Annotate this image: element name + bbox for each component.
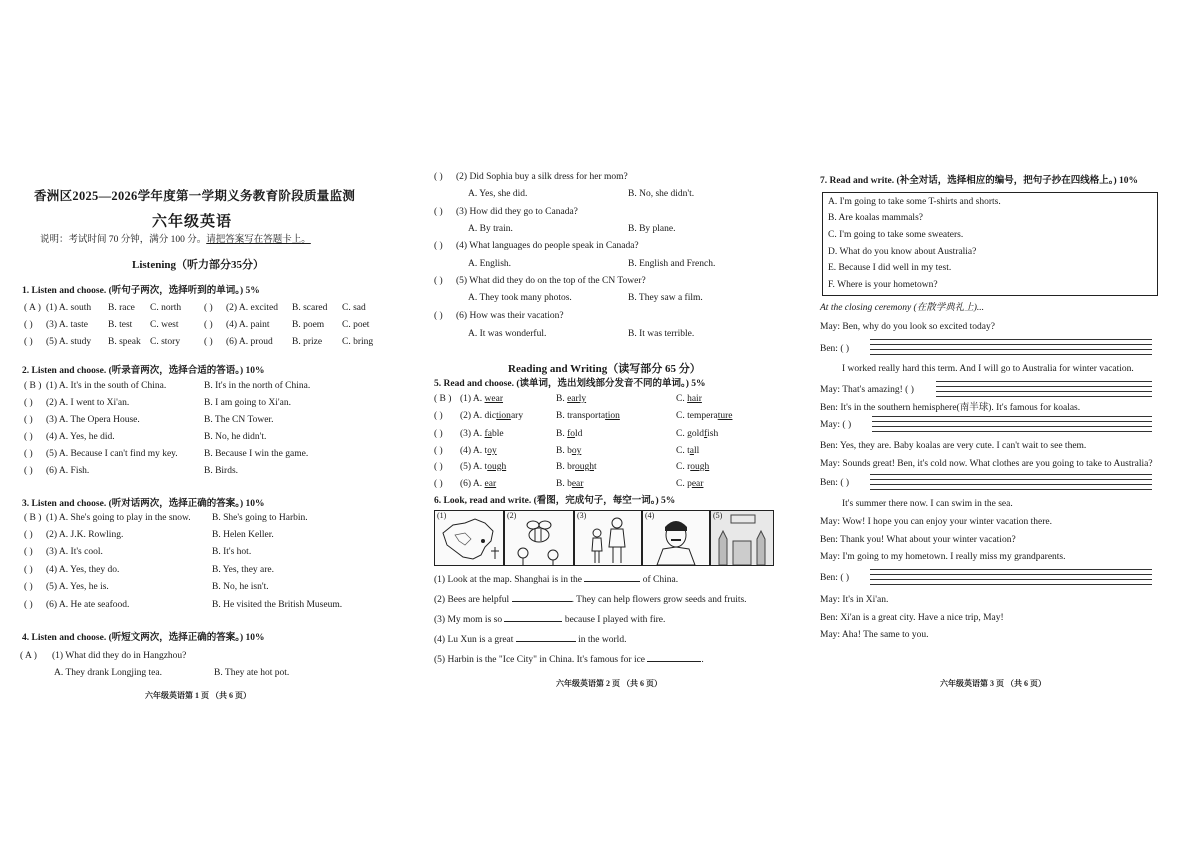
sentence-text: (2) Bees are helpful	[434, 595, 512, 605]
dialogue-line: I worked really hard this term. And I will go to Australia for winter vacation.	[842, 364, 1134, 374]
q2-answer: ( )	[24, 398, 33, 408]
word-segment: t	[594, 462, 597, 472]
dialogue-answer-slot: Ben: ( )	[820, 573, 850, 583]
word-segment: ( )	[434, 462, 443, 472]
dialogue-answer-slot: Ben: ( )	[820, 478, 850, 488]
q3-option-a: (1) A. She's going to play in the snow.	[46, 513, 191, 523]
q4-option-b: B. They ate hot pot.	[214, 668, 290, 678]
writing-line[interactable]	[870, 474, 1152, 475]
q4-answer: ( A )	[20, 651, 37, 661]
word-segment: C. t	[676, 446, 690, 456]
underlined-segment: tion	[496, 411, 511, 421]
q4-answer: ( )	[434, 276, 443, 286]
q4-option-a: A. By train.	[468, 224, 513, 234]
picture-number: (5)	[713, 511, 723, 520]
q4-option-a: A. It was wonderful.	[468, 329, 547, 339]
scene-caption: At the closing ceremony (在散学典礼上)...	[820, 303, 985, 313]
q1-option-b: B. prize	[292, 337, 323, 347]
underlined-segment: ough	[690, 462, 710, 472]
q4-answer: ( )	[434, 241, 443, 251]
q4-option-a: A. Yes, she did.	[468, 189, 528, 199]
q5-option-c	[676, 410, 732, 422]
q5-option-b	[556, 428, 582, 440]
writing-line	[870, 479, 1152, 480]
q6-sentence	[434, 632, 626, 646]
q3-option-a: (3) A. It's cool.	[46, 547, 103, 557]
word-segment: ( )	[434, 446, 443, 456]
exam-header-title: 香洲区2025—2026学年度第一学期义务教育阶段质量监测	[34, 189, 356, 203]
q4-option-a: A. English.	[468, 259, 512, 269]
q1-option-b: B. test	[108, 320, 133, 330]
underlined-segment: oy	[487, 446, 497, 456]
q5-option-a	[460, 445, 497, 457]
q1-option-b: B. race	[108, 303, 135, 313]
q7-option: A. I'm going to take some T-shirts and shorts.	[828, 197, 1001, 207]
writing-line	[870, 489, 1152, 490]
picture-number: (4)	[645, 511, 655, 520]
portrait-image	[642, 510, 710, 566]
q1-option-b: B. poem	[292, 320, 325, 330]
writing-line	[870, 579, 1152, 580]
q3-option-a: (2) A. J.K. Rowling.	[46, 530, 124, 540]
q4-question: (2) Did Sophia buy a silk dress for her mom?	[456, 172, 628, 182]
q6-sentence	[434, 592, 747, 606]
page-footer: 六年级英语第 2 页 （共 6 页）	[556, 679, 662, 688]
picture-number: (1)	[437, 511, 447, 520]
reading-writing-heading: Reading and Writing（读写部分 65 分）	[508, 363, 701, 375]
dialogue-line: May: It's in Xi'an.	[820, 595, 889, 605]
q3-option-b: B. No, he isn't.	[212, 582, 269, 592]
writing-line	[870, 349, 1152, 350]
word-segment: ish	[707, 429, 719, 439]
writing-line	[872, 431, 1152, 432]
underlined-segment: ear	[484, 479, 497, 489]
dialogue-line: May: Sounds great! Ben, it's cold now. What clothes are you going to take to Australia?	[820, 459, 1153, 469]
word-segment: B.	[556, 429, 568, 439]
q2-option-b: B. The CN Tower.	[204, 415, 274, 425]
writing-line	[870, 354, 1152, 355]
underlined-segment: tion	[605, 411, 620, 421]
answer-blank[interactable]	[516, 632, 576, 642]
word-segment: dic	[484, 411, 497, 421]
q1-answer: ( A )	[24, 303, 41, 313]
q3-answer: ( )	[24, 565, 33, 575]
q2-answer: ( )	[24, 466, 33, 476]
writing-line[interactable]	[872, 416, 1152, 417]
q5-answer	[434, 445, 443, 457]
dialogue-line: Ben: Thank you! What about your winter vacation?	[820, 535, 1016, 545]
word-segment: t	[484, 462, 488, 472]
q3-option-b: B. She's going to Harbin.	[212, 513, 308, 523]
q4-heading: 4. Listen and choose. (听短文两次，选择正确的答案。) 10%	[22, 633, 265, 643]
q5-option-a	[460, 410, 523, 422]
dialogue-line: May: Ben, why do you look so excited today?	[820, 322, 995, 332]
q3-option-b: B. He visited the British Museum.	[212, 600, 343, 610]
word-segment: C. gold	[676, 429, 704, 439]
q6-heading: 6. Look, read and write. (看图，完成句子，每空一词。) 5%	[434, 496, 676, 506]
subject-title: 六年级英语	[152, 214, 233, 230]
sentence-text: (5) Harbin is the "Ice City" in China. It's famous for ice	[434, 655, 648, 665]
q2-heading: 2. Listen and choose. (听录音两次，选择合适的答语。) 10%	[22, 366, 265, 376]
word-segment: (6) A.	[460, 479, 485, 489]
q4-option-b: B. By plane.	[628, 224, 676, 234]
q5-answer	[434, 410, 443, 422]
q1-option-b: B. speak	[108, 337, 141, 347]
q2-option-b: B. I am going to Xi'an.	[204, 398, 291, 408]
q5-answer	[434, 428, 443, 440]
q5-option-c	[676, 445, 699, 457]
mother-child-image	[574, 510, 642, 566]
sentence-text: (3) My mom is so	[434, 615, 505, 625]
q5-option-b	[556, 445, 581, 457]
q1-option-b: B. scared	[292, 303, 328, 313]
writing-line	[872, 421, 1152, 422]
q5-answer	[434, 478, 443, 490]
q5-option-a	[460, 393, 503, 405]
q1-option-a: (6) A. proud	[226, 337, 273, 347]
q5-option-a	[460, 478, 496, 490]
q4-question: (6) How was their vacation?	[456, 311, 564, 321]
q1-option-a: (1) A. south	[46, 303, 92, 313]
word-segment: (2) A.	[460, 411, 485, 421]
q1-option-c: C. west	[150, 320, 179, 330]
q3-answer: ( )	[24, 547, 33, 557]
dialogue-line: It's summer there now. I can swim in the sea.	[842, 499, 1013, 509]
underlined-segment: hair	[687, 394, 702, 404]
word-segment: B. b	[556, 446, 572, 456]
q1-answer: ( )	[204, 337, 213, 347]
word-segment: B.	[556, 394, 568, 404]
q1-option-c: C. sad	[342, 303, 366, 313]
dialogue-line: Ben: Xi'an is a great city. Have a nice trip, May!	[820, 613, 1004, 623]
underlined-segment: ear	[571, 479, 584, 489]
q3-answer: ( )	[24, 582, 33, 592]
picture-number: (3)	[577, 511, 587, 520]
word-segment: C. r	[676, 462, 691, 472]
q2-option-b: B. Birds.	[204, 466, 239, 476]
q1-option-a: (3) A. taste	[46, 320, 88, 330]
q7-option: F. Where is your hometown?	[828, 280, 938, 290]
writing-line	[870, 584, 1152, 585]
answer-blank[interactable]	[647, 652, 701, 662]
q1-option-c: C. bring	[342, 337, 374, 347]
q4-answer: ( )	[434, 207, 443, 217]
word-segment: (5) A.	[460, 462, 485, 472]
q4-question: (1) What did they do in Hangzhou?	[52, 651, 187, 661]
q1-option-a: (4) A. paint	[226, 320, 270, 330]
page-footer: 六年级英语第 3 页 （共 6 页）	[940, 679, 1046, 688]
instructions-text: 说明：考试时间 70 分钟，满分 100 分。	[40, 235, 207, 245]
underlined-segment: ear	[691, 479, 704, 489]
word-segment: ( )	[434, 479, 443, 489]
q4-question: (3) How did they go to Canada?	[456, 207, 578, 217]
writing-line	[870, 344, 1152, 345]
writing-line	[936, 386, 1152, 387]
q5-option-b	[556, 410, 620, 422]
q5-answer	[434, 393, 451, 405]
answer-blank[interactable]	[512, 592, 572, 602]
q5-option-c	[676, 478, 703, 490]
word-segment: ( )	[434, 411, 443, 421]
answer-blank[interactable]	[584, 572, 640, 582]
q2-option-b: B. No, he didn't.	[204, 432, 267, 442]
word-segment: C.	[676, 394, 688, 404]
q3-option-b: B. Yes, they are.	[212, 565, 275, 575]
q2-answer: ( B )	[24, 381, 42, 391]
sentence-text: . They can help flowers grow seeds and fruits.	[571, 595, 747, 605]
q2-option-a: (5) A. Because I can't find my key.	[46, 449, 178, 459]
dialogue-answer-slot: May: ( )	[820, 420, 852, 430]
q1-answer: ( )	[204, 320, 213, 330]
q2-answer: ( )	[24, 432, 33, 442]
underlined-segment: early	[567, 394, 587, 404]
writing-line	[936, 396, 1152, 397]
writing-line[interactable]	[870, 569, 1152, 570]
word-segment: ary	[510, 411, 524, 421]
q2-option-a: (3) A. The Opera House.	[46, 415, 140, 425]
q2-option-a: (6) A. Fish.	[46, 466, 90, 476]
q3-answer: ( )	[24, 600, 33, 610]
writing-line[interactable]	[870, 339, 1152, 340]
word-segment: B. br	[556, 462, 575, 472]
q4-question: (5) What did they do on the top of the CN Tower?	[456, 276, 646, 286]
underlined-segment: ough	[575, 462, 594, 472]
china-map-image	[434, 510, 504, 566]
underlined-segment: oy	[571, 446, 582, 456]
q2-option-b: B. Because I win the game.	[204, 449, 309, 459]
word-segment: (1) A.	[460, 394, 485, 404]
q1-option-c: C. story	[150, 337, 181, 347]
q4-option-a: A. They took many photos.	[468, 293, 572, 303]
listening-heading: Listening（听力部分35分）	[132, 259, 265, 271]
underlined-segment: fa	[484, 429, 492, 439]
instructions	[40, 234, 311, 246]
underlined-segment: a	[689, 446, 694, 456]
q7-option: B. Are koalas mammals?	[828, 213, 923, 223]
q6-sentence	[434, 652, 704, 666]
dialogue-line: May: Wow! I hope you can enjoy your winter vacation there.	[820, 517, 1053, 527]
sentence-text: in the world.	[575, 635, 627, 645]
q5-option-b	[556, 461, 597, 473]
underlined-segment: wear	[484, 394, 504, 404]
word-segment: (4) A.	[460, 446, 485, 456]
writing-line[interactable]	[936, 381, 1152, 382]
q6-sentence	[434, 572, 678, 586]
q5-heading: 5. Read and choose. (读单词，选出划线部分发音不同的单词。) 5%	[434, 379, 706, 389]
q1-option-c: C. poet	[342, 320, 370, 330]
word-segment: (3) A.	[460, 429, 485, 439]
writing-line	[870, 574, 1152, 575]
q5-option-a	[460, 428, 504, 440]
underlined-segment: ough	[487, 462, 507, 472]
q2-option-a: (1) A. It's in the south of China.	[46, 381, 167, 391]
q4-option-b: B. No, she didn't.	[628, 189, 695, 199]
q2-option-b: B. It's in the north of China.	[204, 381, 311, 391]
sentence-text: .	[701, 655, 704, 665]
q5-option-a	[460, 461, 506, 473]
word-segment: B. transporta	[556, 411, 606, 421]
q3-heading: 3. Listen and choose. (听对话两次，选择正确的答案。) 10%	[22, 499, 265, 509]
dialogue-line: Ben: It's in the southern hemisphere(南半球). It's famous for koalas.	[820, 403, 1081, 413]
dialogue-line: May: I'm going to my hometown. I really miss my grandparents.	[820, 552, 1066, 562]
q2-option-a: (2) A. I went to Xi'an.	[46, 398, 130, 408]
q2-option-a: (4) A. Yes, he did.	[46, 432, 115, 442]
q4-option-b: B. They saw a film.	[628, 293, 703, 303]
underlined-segment: fo	[567, 429, 576, 439]
writing-line	[870, 484, 1152, 485]
q4-option-b: B. English and French.	[628, 259, 716, 269]
word-segment: t	[484, 446, 488, 456]
writing-line	[936, 391, 1152, 392]
q1-option-c: C. north	[150, 303, 182, 313]
q1-heading: 1. Listen and choose. (听句子两次，选择听到的单词。) 5%	[22, 286, 260, 296]
instructions-underlined: 请把答案写在答题卡上。	[206, 235, 311, 245]
word-segment: ll	[693, 446, 700, 456]
dialogue-answer-slot: May: That's amazing! ( )	[820, 385, 914, 395]
q5-option-b	[556, 393, 586, 405]
word-segment: ble	[491, 429, 504, 439]
q3-option-b: B. It's hot.	[212, 547, 252, 557]
q7-option: C. I'm going to take some sweaters.	[828, 230, 964, 240]
word-segment: C. tempera	[676, 411, 718, 421]
q4-option-a: A. They drank Longjing tea.	[54, 668, 162, 678]
picture-number: (2)	[507, 511, 517, 520]
q3-option-a: (4) A. Yes, they do.	[46, 565, 120, 575]
dialogue-line: May: Aha! The same to you.	[820, 630, 929, 640]
q1-option-a: (5) A. study	[46, 337, 92, 347]
q4-question: (4) What languages do people speak in Canada?	[456, 241, 639, 251]
q7-option: E. Because I did well in my test.	[828, 263, 952, 273]
word-segment: B. b	[556, 479, 572, 489]
sentence-text: (4) Lu Xun is a great	[434, 635, 516, 645]
q5-option-c	[676, 393, 702, 405]
q7-option: D. What do you know about Australia?	[828, 247, 977, 257]
q5-option-b	[556, 478, 583, 490]
sentence-text: (1) Look at the map. Shanghai is in the	[434, 575, 585, 585]
q5-option-c	[676, 428, 718, 440]
q2-answer: ( )	[24, 449, 33, 459]
q1-answer: ( )	[204, 303, 213, 313]
q4-answer: ( )	[434, 172, 443, 182]
q3-answer: ( )	[24, 530, 33, 540]
q6-sentence	[434, 612, 665, 626]
dialogue-line: Ben: Yes, they are. Baby koalas are very cute. I can't wait to see them.	[820, 441, 1087, 451]
writing-line	[872, 426, 1152, 427]
q1-option-a: (2) A. excited	[226, 303, 278, 313]
q1-answer: ( )	[24, 337, 33, 347]
answer-blank[interactable]	[504, 612, 562, 622]
q7-heading: 7. Read and write. (补全对话，选择相应的编号，把句子抄在四线格上。) 10%	[820, 176, 1138, 186]
q5-answer	[434, 461, 443, 473]
q3-option-a: (5) A. Yes, he is.	[46, 582, 109, 592]
q5-option-c	[676, 461, 709, 473]
sentence-text: because I played with fire.	[562, 615, 666, 625]
word-segment: ( )	[434, 429, 443, 439]
ice-city-image	[710, 510, 774, 566]
dialogue-answer-slot: Ben: ( )	[820, 344, 850, 354]
bee-flower-image	[504, 510, 574, 566]
word-segment: C. p	[676, 479, 692, 489]
sentence-text: of China.	[640, 575, 679, 585]
underlined-segment: f	[703, 429, 708, 439]
q2-answer: ( )	[24, 415, 33, 425]
word-segment: ( B )	[434, 394, 452, 404]
word-segment: ld	[575, 429, 583, 439]
underlined-segment: ture	[717, 411, 733, 421]
q4-option-b: B. It was terrible.	[628, 329, 695, 339]
q4-answer: ( )	[434, 311, 443, 321]
page-footer: 六年级英语第 1 页 （共 6 页）	[145, 691, 251, 700]
q3-answer: ( B )	[24, 513, 42, 523]
q3-option-b: B. Helen Keller.	[212, 530, 274, 540]
q1-answer: ( )	[24, 320, 33, 330]
q3-option-a: (6) A. He ate seafood.	[46, 600, 130, 610]
